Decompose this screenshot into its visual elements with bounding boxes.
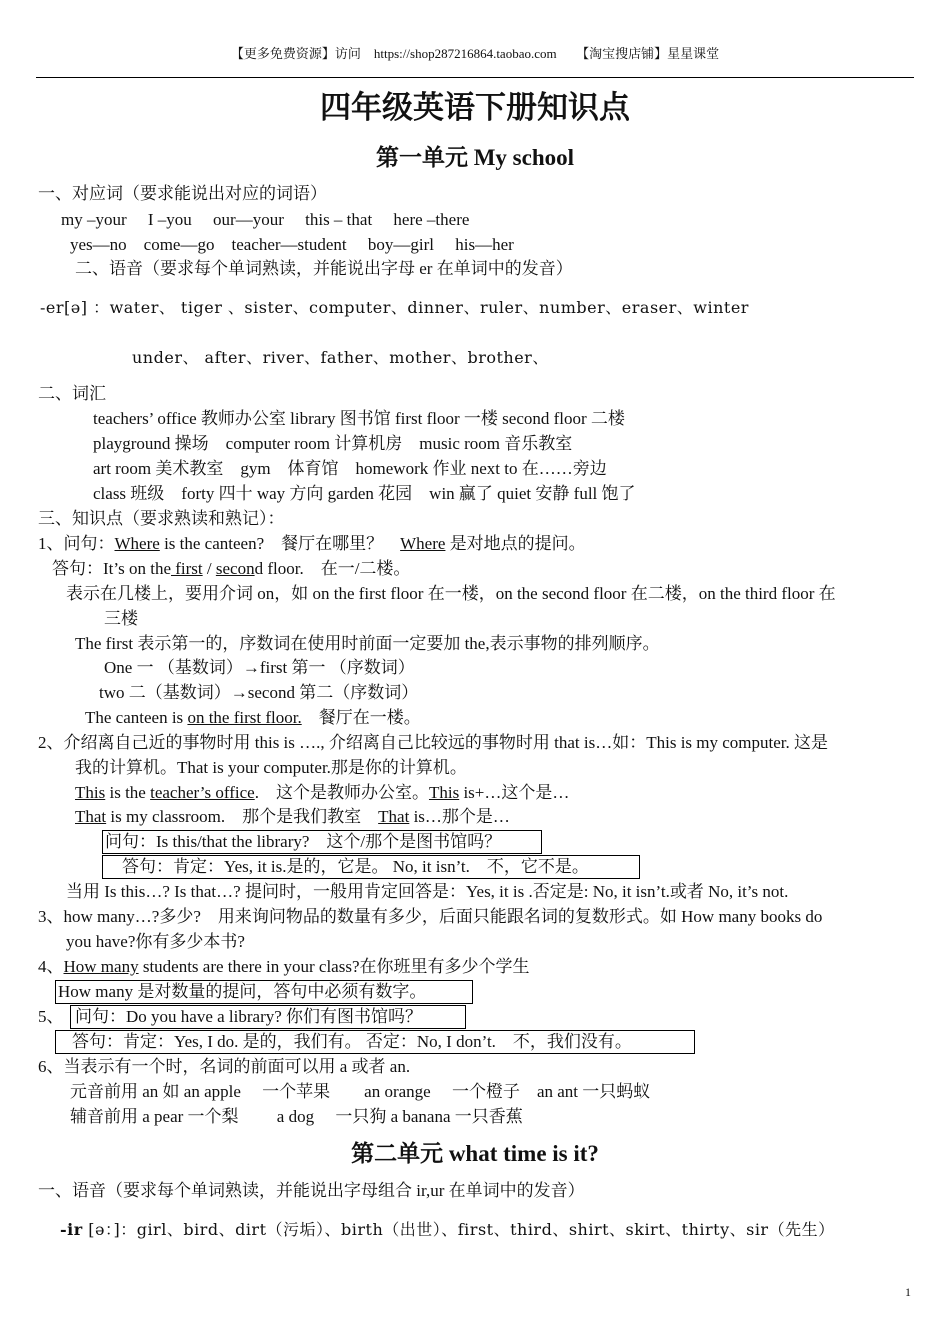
- point1-note-ordinal: The first 表示第一的，序数词在使用时前面一定要加 the,表示事物的排列顺序。: [75, 634, 660, 653]
- unit2-section1-title: 一、语音（要求每个单词熟读，并能说出字母组合 ir,ur 在单词中的发音）: [38, 1181, 585, 1200]
- word-pairs-line2: yes—no come—go teacher—student boy—girl his—her: [70, 235, 514, 254]
- point2-line2: 我的计算机。That is your computer.那是你的计算机。: [75, 758, 467, 777]
- unit1-heading: 第一单元 My school: [375, 145, 575, 170]
- vocab-line-1: teachers’ office 教师办公室 library 图书馆 first floor 一楼 second floor 二楼: [93, 409, 625, 428]
- page-header: 【更多免费资源】访问 https://shop287216864.taobao.com 【淘宝搜店铺】星星课堂: [230, 46, 720, 61]
- er-sound-line2: under、 after、river、father、mother、brother、: [132, 348, 549, 367]
- point2-note: 当用 Is this…? Is that…? 提问时，一般用肯定回答是：Yes, it is .否定是: No, it isn’t.或者 No, it’s not.: [66, 882, 789, 901]
- header-divider: [36, 77, 914, 78]
- unit1-section1-title: 一、对应词（要求能说出对应的词语）: [38, 184, 327, 203]
- point1-question: 1、问句：Where is the canteen? 餐厅在哪里？ Where 是对地点的提问。: [38, 534, 586, 553]
- point1-note-on: 表示在几楼上，要用介词 on，如 on the first floor 在一楼，on the second floor 在二楼，on the third floor 在: [66, 584, 836, 603]
- page-title: 四年级英语下册知识点: [320, 90, 630, 125]
- ir-sound-line: -ir [ə：]：girl、bird、dirt（污垢）、birth（出世）、first、third、shirt、skirt、thirty、sir（先生）: [60, 1220, 835, 1239]
- point3-line2: you have?你有多少本书?: [66, 932, 245, 951]
- point4-box-text: How many 是对数量的提问，答句中必须有数字。: [58, 982, 427, 1001]
- point5-question: 问句：Do you have a library? 你们有图书馆吗？: [75, 1007, 423, 1026]
- point6-line2: 元音前用 an 如 an apple 一个苹果 an orange 一个橙子 an ant 一只蚂蚁: [70, 1082, 651, 1101]
- point3-line1: 3、how many…?多少? 用来询问物品的数量有多少，后面只能跟名词的复数形式。如 How many books do: [38, 907, 823, 926]
- point1-one-first: One 一 （基数词）→first 第一 （序数词）: [104, 658, 415, 677]
- point5-number: 5、: [38, 1007, 64, 1026]
- point2-that-example: That is my classroom. 那个是我们教室 That is…那个是…: [75, 807, 510, 826]
- vocab-title: 二、词汇: [38, 384, 106, 403]
- point1-two-second: two 二（基数词）→second 第二（序数词）: [99, 683, 419, 702]
- vocab-line-2: playground 操场 computer room 计算机房 music room 音乐教室: [93, 434, 573, 453]
- vocab-line-3: art room 美术教室 gym 体育馆 homework 作业 next to 在……旁边: [93, 459, 607, 478]
- vocab-line-4: class 班级 forty 四十 way 方向 garden 花园 win 赢了 quiet 安静 full 饱了: [93, 484, 636, 503]
- point6-line3: 辅音前用 a pear 一个梨 a dog 一只狗 a banana 一只香蕉: [70, 1107, 523, 1126]
- er-sound-line1: -er[ə] ：water、 tiger 、sister、computer、dinner、ruler、number、eraser、winter: [40, 298, 749, 317]
- point6-line1: 6、当表示有一个时，名词的前面可以用 a 或者 an.: [38, 1057, 411, 1076]
- point2-answer: 答句：肯定：Yes, it is.是的，它是。 No, it isn’t. 不，它不是。: [105, 857, 589, 876]
- point1-canteen-example: The canteen is on the first floor. 餐厅在一楼。: [85, 708, 421, 727]
- point4-line: 4、How many students are there in your class?在你班里有多少个学生: [38, 957, 530, 976]
- unit1-section2-title: 二、语音（要求每个单词熟读，并能说出字母 er 在单词中的发音）: [75, 259, 573, 278]
- point2-question: 问句：Is this/that the library? 这个/那个是图书馆吗？: [105, 832, 502, 851]
- knowledge-points-title: 三、知识点（要求熟读和熟记）：: [38, 509, 285, 528]
- point2-line1: 2、介绍离自己近的事物时用 this is …., 介绍离自己比较远的事物时用 that is…如：This is my computer. 这是: [38, 733, 829, 752]
- point2-this-example: This is the teacher’s office. 这个是教师办公室。This is+…这个是…: [75, 783, 570, 802]
- point1-answer: 答句：It’s on the first / second floor. 在一/二楼。: [52, 559, 411, 578]
- page-number: 1: [905, 1285, 911, 1299]
- word-pairs-line1: my –your I –you our—your this – that here –there: [61, 210, 470, 229]
- point1-note-on-cont: 三楼: [104, 609, 138, 628]
- point5-answer: 答句：肯定：Yes, I do. 是的，我们有。 否定：No, I don’t. 不，我们没有。: [72, 1032, 632, 1051]
- unit2-heading: 第二单元 what time is it?: [351, 1141, 599, 1166]
